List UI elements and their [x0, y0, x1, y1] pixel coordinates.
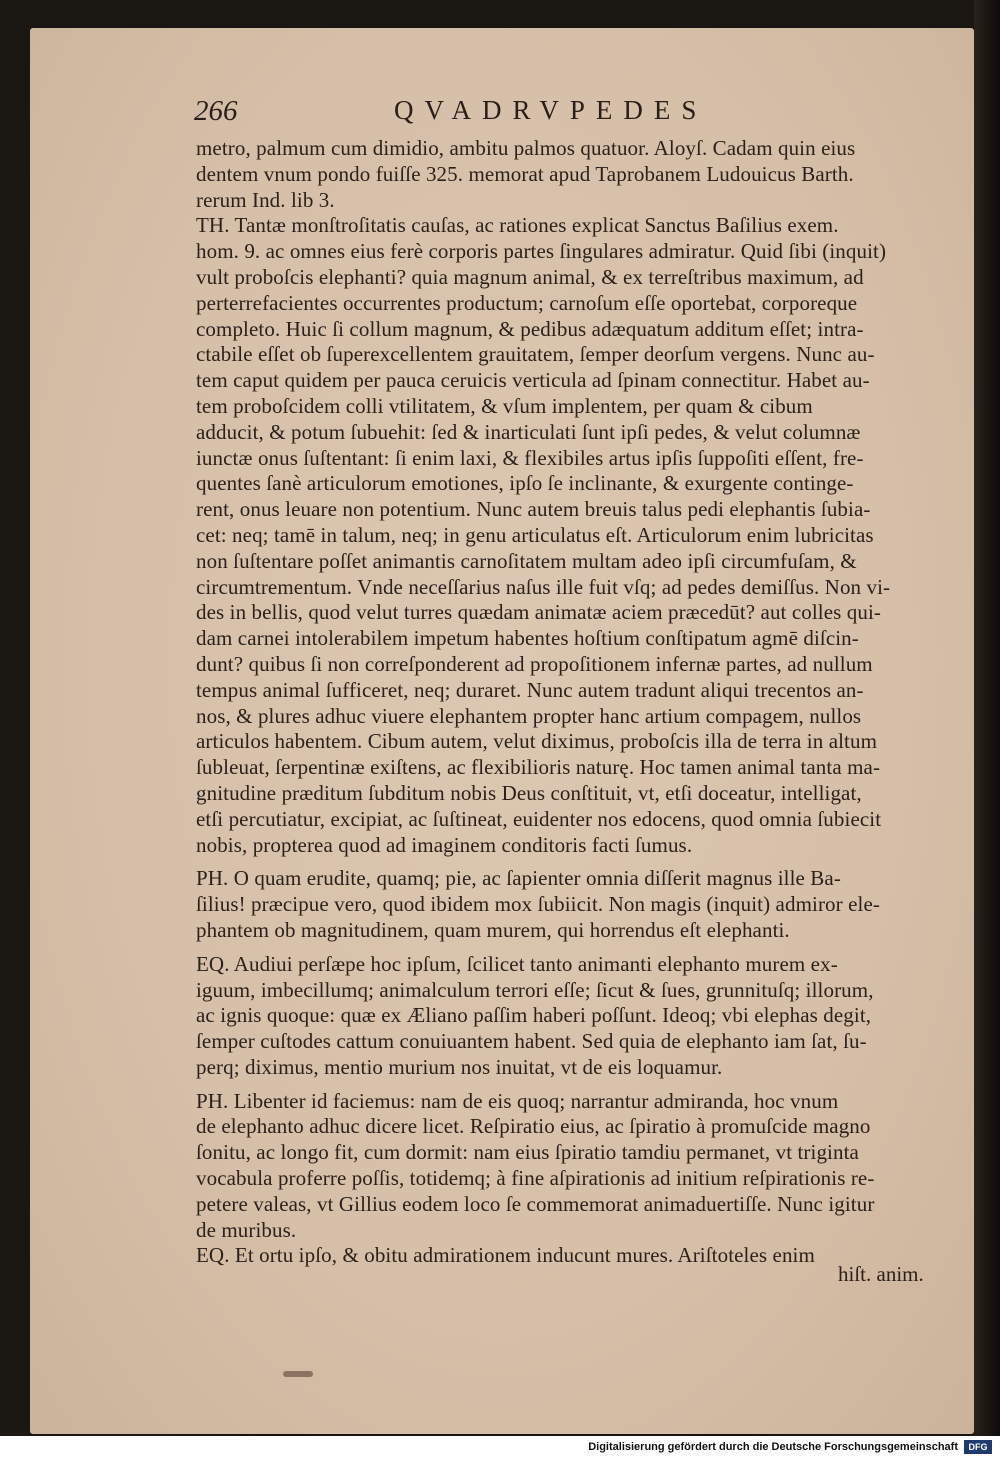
text-line: rerum Ind. lib 3.	[196, 187, 335, 212]
text-line: etſi percutiatur, excipiat, ac ſuſtineat, euidenter nos edocens, quod omnia ſubiecit	[196, 806, 882, 831]
text-line: tem proboſcidem colli vtilitatem, & vſum implentem, per quam & cibum	[196, 393, 813, 418]
text-line: de elephanto adhuc dicere licet. Reſpiratio eius, ac ſpiratio à promuſcide magno	[196, 1114, 871, 1139]
book-spine-edge	[974, 0, 1000, 1436]
text-line: hom. 9. ac omnes eius ferè corporis partes ſingulares admiratur. Quid ſibi (inquit)	[196, 239, 887, 264]
text-line: nos, & plures adhuc viuere elephantem propter hanc artium compagem, nullos	[196, 703, 862, 728]
running-head: QVADRVPEDES	[394, 95, 708, 125]
text-line: ſubleuat, ſerpentinæ exiſtens, ac flexibilioris naturę. Hoc tamen animal tanta ma-	[196, 755, 881, 780]
ink-smudge	[283, 1371, 313, 1377]
text-line: iguum, imbecillumq; animalculum terrori eſſe; ſicut & ſues, grunnituſq; illorum,	[196, 977, 874, 1002]
footer-bar	[0, 1436, 1000, 1460]
text-line: PH. O quam erudite, quamq; pie, ac ſapienter omnia diſſerit magnus ille Ba-	[196, 866, 841, 891]
text-line: TH. Tantæ monſtroſitatis cauſas, ac rationes explicat Sanctus Baſilius exem.	[196, 213, 839, 238]
text-line: perterrefacientes occurrentes productum; carnoſum eſſe oportebat, corporeque	[196, 290, 858, 315]
text-line: vocabula proferre poſſis, totidemq; à fine aſpirationis ad initium reſpirationis re-	[196, 1166, 875, 1191]
text-line: dam carnei intolerabilem impetum habentes hoſtium conſtipatum agmē diſcin-	[196, 626, 859, 651]
text-line: petere valeas, vt Gillius eodem loco ſe commemorat animaduertiſſe. Nunc igitur	[196, 1191, 875, 1216]
text-line: quentes ſanè articulorum emotiones, ipſo ſe inclinante, & exurgente continge-	[196, 471, 854, 496]
text-line: non ſuſtentare poſſet animantis carnoſitatem multam adeo ipſi circumfuſam, &	[196, 548, 857, 573]
dfg-logo: DFG	[964, 1440, 992, 1454]
page-number: 266	[194, 95, 238, 127]
text-line: phantem ob magnitudinem, quam murem, qui horrendus eſt elephanti.	[196, 917, 790, 942]
text-line: EQ. Audiui perſæpe hoc ipſum, ſcilicet tanto animanti elephanto murem ex-	[196, 951, 838, 976]
text-line: vult proboſcis elephanti? quia magnum animal, & ex terreſtribus maximum, ad	[196, 264, 864, 289]
catchword: hiſt. anim.	[838, 1262, 924, 1286]
text-line: cet: neq; tamē in talum, neq; in genu articulatus eſt. Articulorum enim lubricitas	[196, 522, 874, 547]
text-line: iunctæ onus ſuſtentant: ſi enim laxi, & flexibiles artus ipſis ſuppoſiti eſſent, fre-	[196, 445, 864, 470]
text-line: ſonitu, ac longo fit, cum dormit: nam eius ſpiratio tamdiu permanet, vt triginta	[196, 1140, 859, 1165]
text-line: completo. Huic ſi collum magnum, & pedibus adæquatum additum eſſet; intra-	[196, 316, 864, 341]
text-line: metro, palmum cum dimidio, ambitu palmos quatuor. Aloyſ. Cadam quin eius	[196, 136, 856, 160]
text-line: dunt? quibus ſi non correſponderent ad propoſitionem infernæ partes, ad nullum	[196, 651, 873, 676]
text-line: dentem vnum pondo fuiſſe 325. memorat apud Taprobanem Ludouicus Barth.	[196, 161, 854, 186]
text-line: perq; diximus, mentio murium nos inuitat, vt de eis loquamur.	[196, 1054, 723, 1079]
text-line: ſilius! præcipue vero, quod ibidem mox ſubiicit. Non magis (inquit) admiror ele-	[196, 892, 880, 917]
text-line: EQ. Et ortu ipſo, & obitu admirationem inducunt mures. Ariſtoteles enim	[196, 1243, 815, 1268]
body-text	[196, 136, 944, 1269]
text-line: ac ignis quoque: quæ ex Æliano paſſim haberi poſſunt. Ideoq; vbi elephas degit,	[196, 1003, 872, 1028]
text-line: circumtrementum. Vnde neceſſarius naſus ille fuit vſq; ad pedes demiſſus. Non vi-	[196, 574, 891, 599]
text-line: rent, onus leuare non potentium. Nunc autem breuis talus pedi elephantis ſubia-	[196, 497, 871, 522]
text-line: de muribus.	[196, 1217, 297, 1242]
text-line: des in bellis, quod velut turres quædam animatæ aciem præcedūt? aut colles qui-	[196, 600, 881, 625]
text-line: gnitudine præditum ſubditum nobis Deus conſtituit, vt, etſi doceatur, intelligat,	[196, 780, 862, 805]
text-line: ſemper cuſtodes cattum conuiuantem habent. Sed quia de elephanto iam ſat, ſu-	[196, 1029, 867, 1054]
text-line: adducit, & potum ſubuehit: ſed & inarticulati ſunt ipſi pedes, & velut columnæ	[196, 419, 861, 444]
text-line: articulos habentem. Cibum autem, velut diximus, proboſcis illa de terra in altum	[196, 729, 878, 754]
text-line: ctabile eſſet ob ſuperexcellentem grauitatem, ſemper deorſum vergens. Nunc au-	[196, 342, 875, 367]
funding-credit: Digitalisierung gefördert durch die Deutsche Forschungsgemeinschaft	[588, 1441, 958, 1453]
text-line: nobis, propterea quod ad imaginem conditoris facti ſumus.	[196, 832, 693, 857]
page-header	[194, 95, 754, 129]
text-line: tem caput quidem per pauca ceruicis verticula ad ſpinam connectitur. Habet au-	[196, 368, 870, 393]
text-line: tempus animal ſufficeret, neq; duraret. Nunc autem tradunt aliqui trecentos an-	[196, 677, 864, 702]
text-line: PH. Libenter id faciemus: nam de eis quoq; narrantur admiranda, hoc vnum	[196, 1088, 839, 1113]
